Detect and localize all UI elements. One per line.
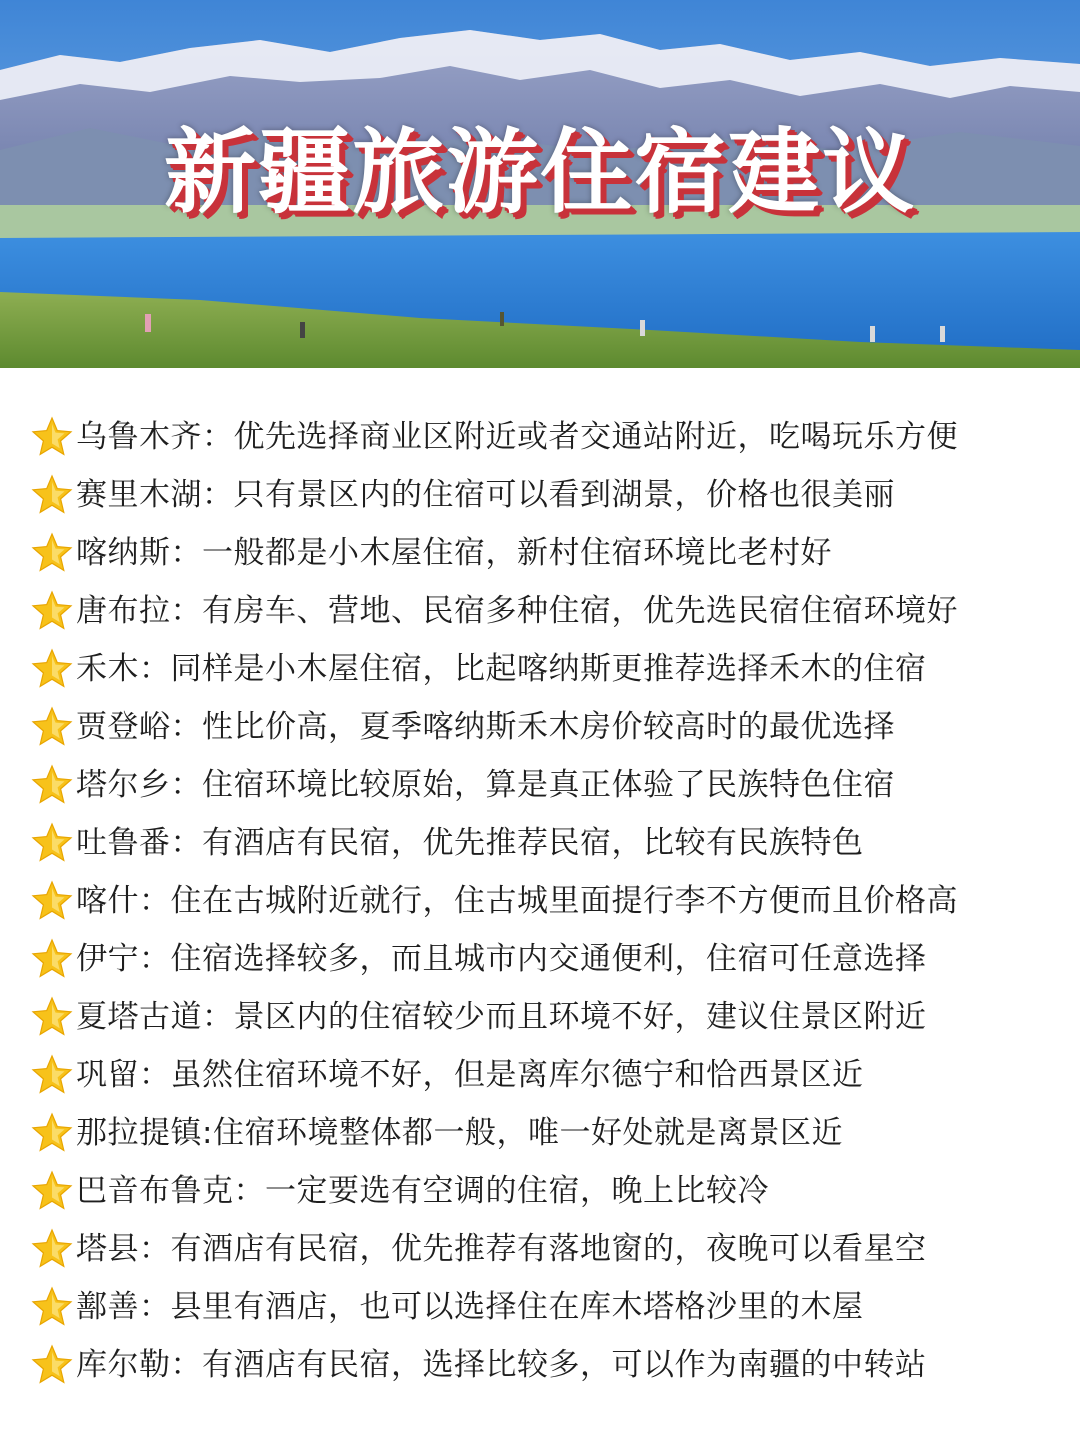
title-wrap (0, 118, 1080, 228)
star-icon (30, 531, 74, 575)
star-icon (30, 879, 74, 923)
star-icon (30, 1285, 74, 1329)
tip-text: 乌鲁木齐：优先选择商业区附近或者交通站附近，吃喝玩乐方便 (76, 419, 958, 455)
header-photo (0, 0, 1080, 368)
tip-text: 喀什：住在古城附近就行，住古城里面提行李不方便而且价格高 (76, 883, 958, 919)
star-icon (30, 473, 74, 517)
tip-text: 唐布拉：有房车、营地、民宿多种住宿，优先选民宿住宿环境好 (76, 593, 958, 629)
tip-text: 贾登峪：性比价高，夏季喀纳斯禾木房价较高时的最优选择 (76, 709, 895, 745)
tip-text: 塔尔乡：住宿环境比较原始，算是真正体验了民族特色住宿 (76, 767, 895, 803)
star-icon (30, 995, 74, 1039)
tip-item (30, 698, 1070, 756)
tip-text: 伊宁：住宿选择较多，而且城市内交通便利，住宿可任意选择 (76, 941, 927, 977)
page-title: 新疆旅游住宿建议 (163, 119, 916, 226)
tip-item (30, 988, 1070, 1046)
tip-text: 巴音布鲁克：一定要选有空调的住宿，晚上比较冷 (76, 1173, 769, 1209)
tip-text: 库尔勒：有酒店有民宿，选择比较多，可以作为南疆的中转站 (76, 1347, 927, 1383)
tip-item (30, 582, 1070, 640)
tip-text: 巩留：虽然住宿环境不好，但是离库尔德宁和恰西景区近 (76, 1057, 864, 1093)
star-icon (30, 1169, 74, 1213)
star-icon (30, 763, 74, 807)
star-icon (30, 821, 74, 865)
star-icon (30, 937, 74, 981)
star-icon (30, 415, 74, 459)
star-icon (30, 1227, 74, 1271)
star-icon (30, 705, 74, 749)
tip-item (30, 1046, 1070, 1104)
tip-text: 禾木：同样是小木屋住宿，比起喀纳斯更推荐选择禾木的住宿 (76, 651, 927, 687)
tip-item (30, 1278, 1070, 1336)
tip-item (30, 930, 1070, 988)
tip-item (30, 408, 1070, 466)
tip-text: 那拉提镇:住宿环境整体都一般，唯一好处就是离景区近 (76, 1115, 843, 1151)
tip-item (30, 1162, 1070, 1220)
tip-item (30, 640, 1070, 698)
star-icon (30, 1343, 74, 1387)
tip-item (30, 872, 1070, 930)
star-icon (30, 1111, 74, 1155)
tip-text: 喀纳斯：一般都是小木屋住宿，新村住宿环境比老村好 (76, 535, 832, 571)
star-icon (30, 1053, 74, 1097)
tip-text: 夏塔古道：景区内的住宿较少而且环境不好，建议住景区附近 (76, 999, 927, 1035)
tip-item (30, 1220, 1070, 1278)
tip-item (30, 1104, 1070, 1162)
tip-item (30, 524, 1070, 582)
tip-text: 鄯善：县里有酒店，也可以选择住在库木塔格沙里的木屋 (76, 1289, 864, 1325)
tip-item (30, 756, 1070, 814)
tip-text: 塔县：有酒店有民宿，优先推荐有落地窗的，夜晚可以看星空 (76, 1231, 927, 1267)
tip-item (30, 1336, 1070, 1394)
star-icon (30, 647, 74, 691)
tip-text: 赛里木湖：只有景区内的住宿可以看到湖景，价格也很美丽 (76, 477, 895, 513)
tip-item (30, 466, 1070, 524)
tip-text: 吐鲁番：有酒店有民宿，优先推荐民宿，比较有民族特色 (76, 825, 864, 861)
tips-list (30, 408, 1070, 1394)
tip-item (30, 814, 1070, 872)
star-icon (30, 589, 74, 633)
